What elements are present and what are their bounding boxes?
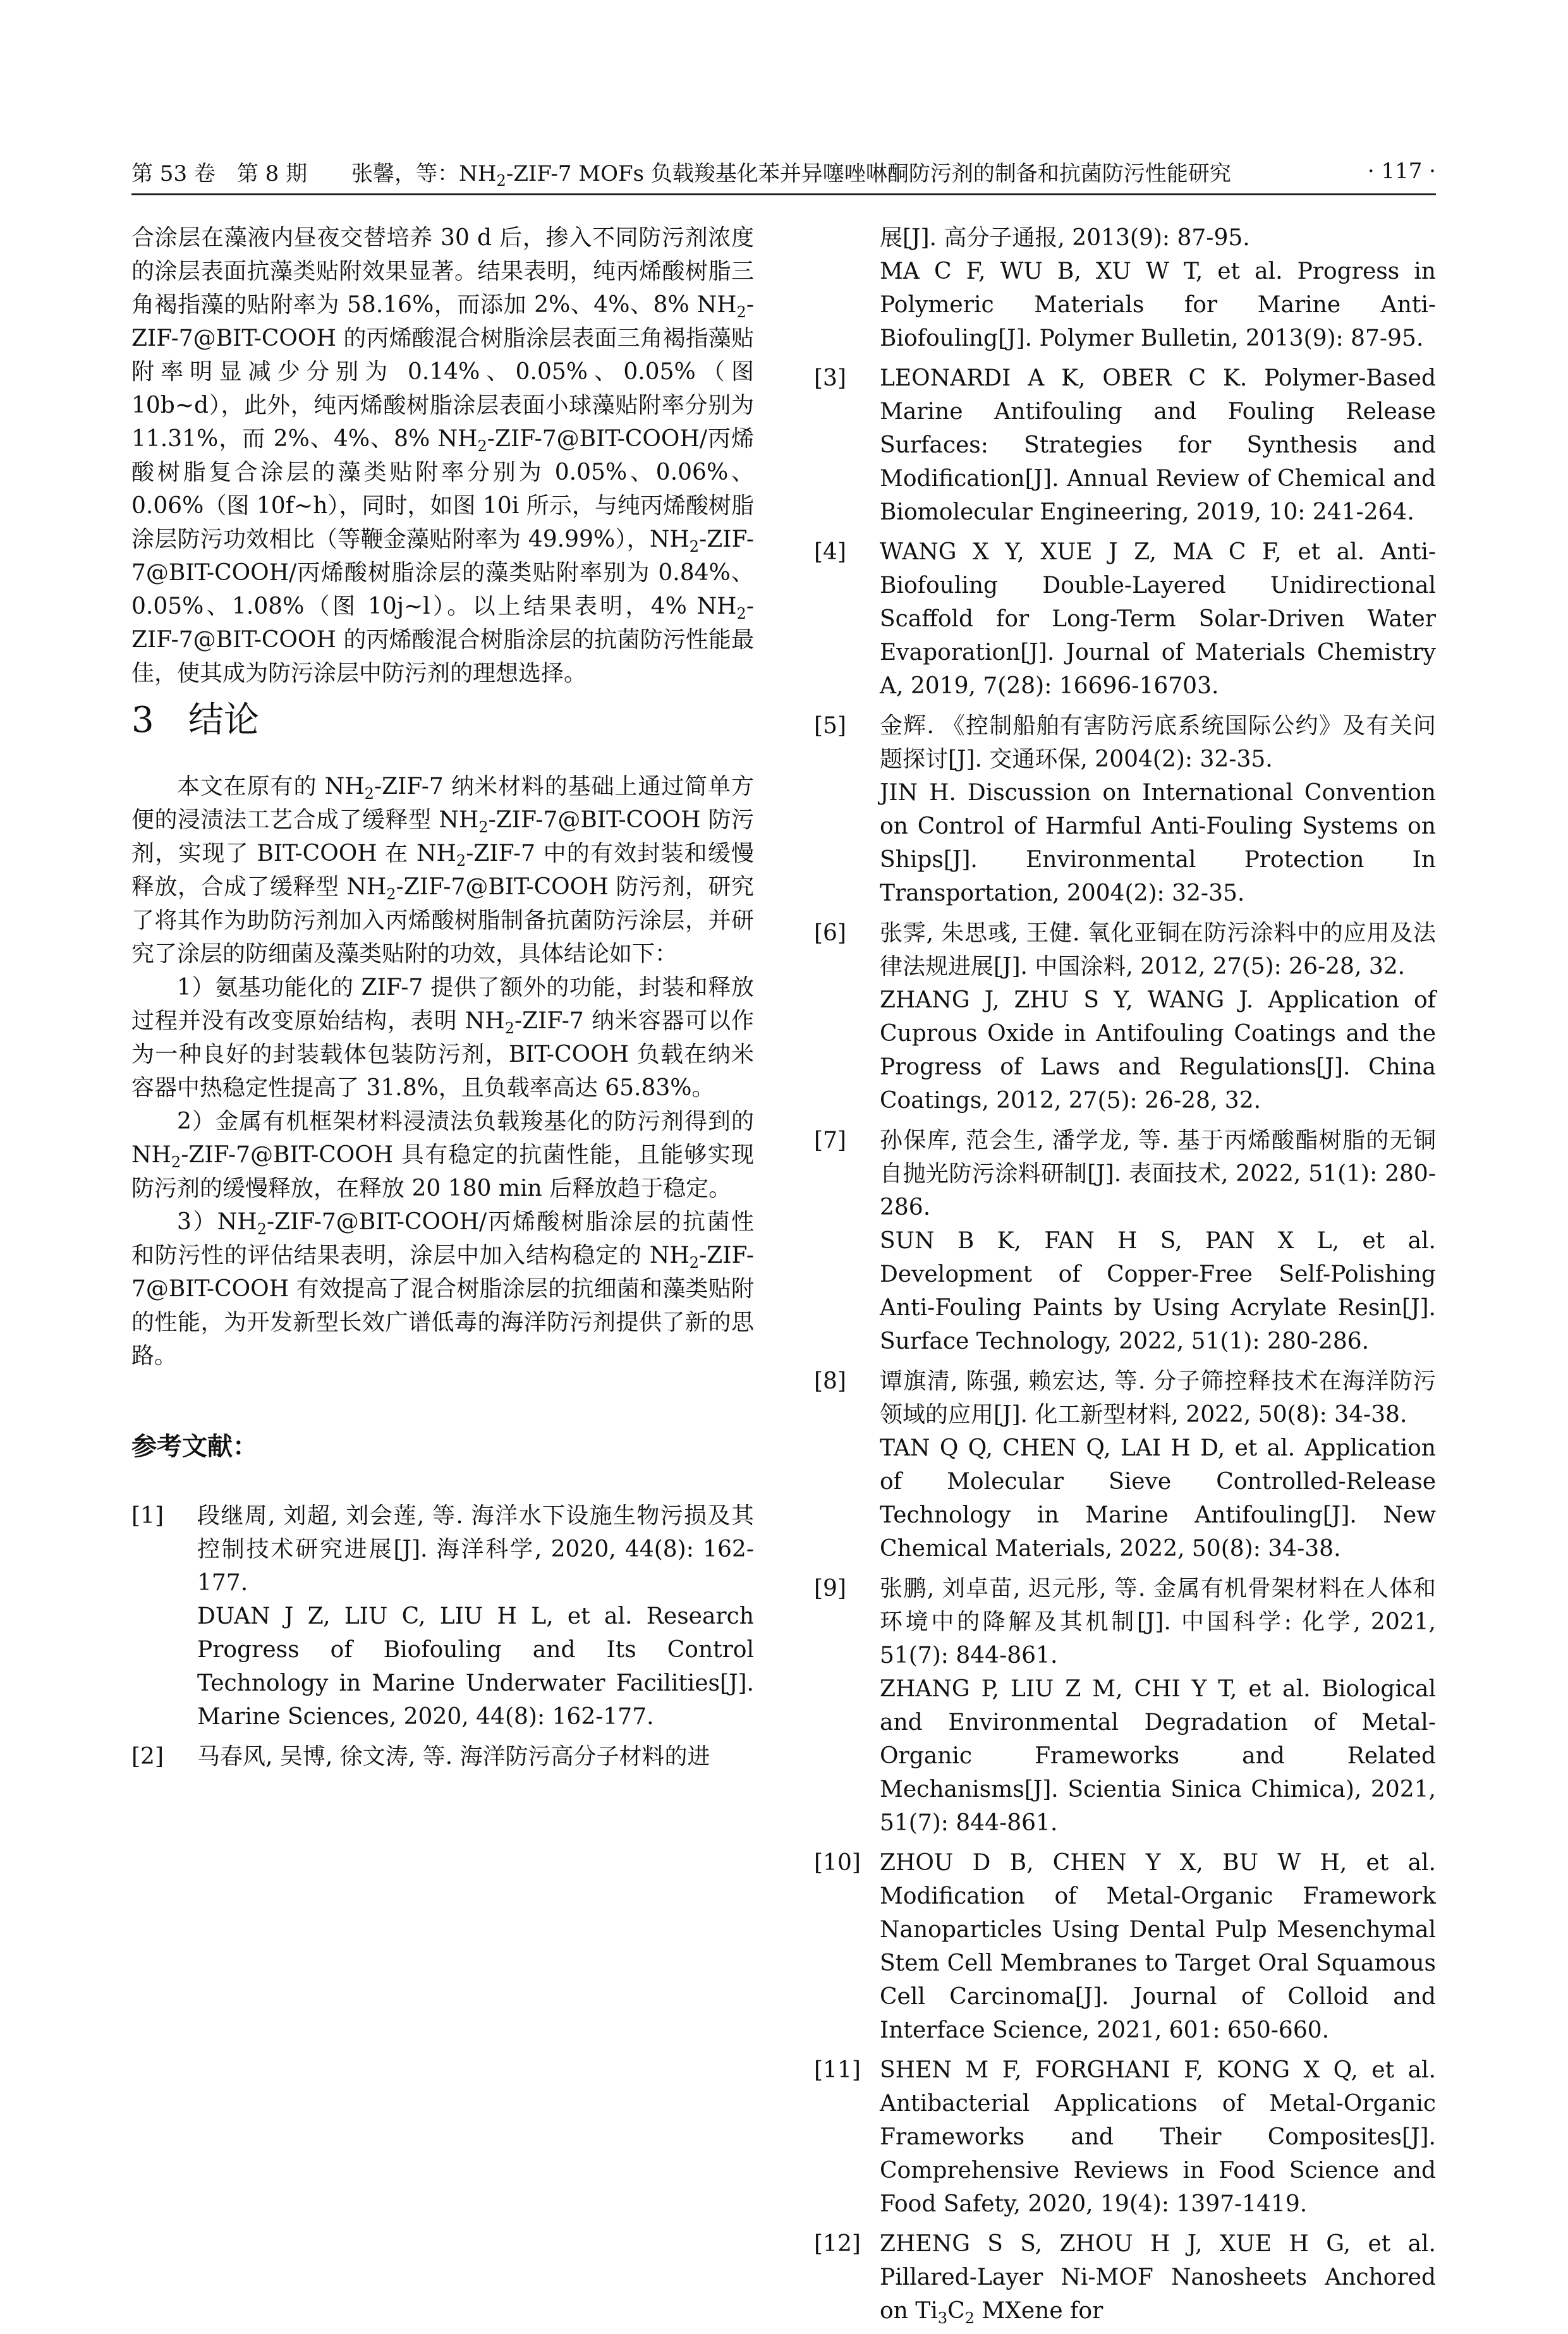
conclusion-point-3: $3)NH_2-ZIF-7@BIT-COOH/$丙烯酸树脂涂层的抗菌性和防污性的评估结果表明，涂层中加入结构稳定的 $NH_2-ZIF-7@BIT$-COOH 有效提高了混合树脂涂层的抗细菌和藻类贴附的性能，为开发新型长效广谱低毒的海洋防污剂提供了新的思路。 <box>131 1209 754 1369</box>
reference-item <box>814 916 1436 1117</box>
reference-entry: TAN Q Q, CHEN Q, LAI H D, et al. Application of Molecular Sieve Controlled-Release Technology in Marine Antifouling[J]. New Chemical Materials, 2022, 50(8): 34-38. <box>880 1435 1436 1562</box>
reference-entry: 金辉. 《控制船舶有害防污底系统国际公约》及有关问题探讨[J]. 交通环保, 2004(2): 32-35. <box>880 713 1436 772</box>
section-number: 3 <box>131 700 154 741</box>
reference-entry: LEONARDI A K, OBER C K. Polymer-Based Marine Antifouling and Fouling Release Surfaces: Strategies for Synthesis and Modification[J]. Annual Review of Chemical and Biomolecular Engineering, 2019, 10: 241-264. <box>880 365 1436 525</box>
reference-entry: 马春风, 吴博, 徐文涛, 等. 海洋防污高分子材料的进 <box>197 1744 710 1770</box>
running-header <box>131 149 1436 195</box>
reference-item <box>814 1365 1436 1565</box>
reference-item <box>814 221 1436 355</box>
section-title: 结论 <box>188 700 259 741</box>
reference-entry: 段继周, 刘超, 刘会莲, 等. 海洋水下设施生物污损及其控制技术研究进展[J]. 海洋科学, 2020, 44(8): 162-177. <box>197 1503 754 1596</box>
reference-label: [7] <box>814 1127 846 1153</box>
reference-list-left <box>131 1499 754 1773</box>
reference-text <box>880 1365 1436 1565</box>
reference-item <box>814 362 1436 529</box>
reference-label: [9] <box>814 1576 846 1602</box>
reference-text <box>197 1740 754 1773</box>
reference-text <box>880 1846 1436 2047</box>
reference-text <box>880 2053 1436 2221</box>
reference-entry: WANG X Y, XUE J Z, MA C F, et al. Anti-Biofouling Double-Layered Unidirectional Scaffold for Long-Term Solar-Driven Water Evaporation[J]. Journal of Materials Chemistry A, 2019, 7(28): 16696-16703. <box>880 539 1436 699</box>
reference-entry: 张鹏, 刘卓苗, 迟元彤, 等. 金属有机骨架材料在人体和环境中的降解及其机制[J]. 中国科学: 化学, 2021, 51(7): 844-861. <box>880 1576 1436 1668</box>
results-paragraph: 合涂层在藻液内昼夜交替培养 30 d 后，掺入不同防污剂浓度的涂层表面抗藻类贴附效果显著。结果表明，纯丙烯酸树脂三角褐指藻的贴附率为 58.16%，而添加 2%、4%、8% $NH_2-ZIF-7@BIT$-COOH 的丙烯酸混合树脂涂层表面三角褐指藻贴附率明显减少分别为 0.14%、0.05%、0.05%（图 10b~d），此外，纯丙烯酸树脂涂层表面小球藻贴附率分别为 11.31%，而 2%、4%、8% $NH_2-ZIF-7@BIT-COOH/$丙烯酸树脂复合涂层的藻类贴附率分别为 0.05%、0.06%、0.06%（图 10f~h），同时，如图 10i 所示，与纯丙烯酸树脂涂层防污功效相比（等鞭金藻贴附率为 49.99%），$NH_2-ZIF-7@BIT-COOH/$丙烯酸树脂涂层的藻类贴附率别为 0.84%、0.05%、1.08%（图 10j~l）。以上结果表明，4% $NH_2-ZIF-7@BIT$-COOH 的丙烯酸混合树脂涂层的抗菌防污性能最佳，使其成为防污涂层中防污剂的理想选择。 <box>131 225 754 686</box>
reference-item <box>814 535 1436 703</box>
reference-entry: ZHANG J, ZHU S Y, WANG J. Application of Cuprous Oxide in Antifouling Coatings and the Progress of Laws and Regulations[J]. China Coatings, 2012, 27(5): 26-28, 32. <box>880 987 1436 1114</box>
reference-label: [3] <box>814 365 846 391</box>
reference-text <box>880 221 1436 355</box>
reference-entry: 展[J]. 高分子通报, 2013(9): 87-95. <box>880 225 1250 251</box>
left-column <box>131 221 754 1780</box>
reference-item <box>131 1499 754 1734</box>
reference-entry: SHEN M F, FORGHANI F, KONG X Q, et al. Antibacterial Applications of Metal-Organic Frameworks and Their Composites[J]. Comprehensive Reviews in Food Science and Food Safety, 2020, 19(4): 1397-1419. <box>880 2057 1436 2217</box>
reference-text <box>880 709 1436 910</box>
references-heading: 参考文献： <box>131 1431 258 1461</box>
reference-item <box>814 2227 1436 2328</box>
reference-entry: DUAN J Z, LIU C, LIU H L, et al. Research Progress of Biofouling and Its Control Technology in Marine Underwater Facilities[J]. Marine Sciences, 2020, 44(8): 162-177. <box>197 1603 754 1730</box>
reference-entry: 孙保库, 范会生, 潘学龙, 等. 基于丙烯酸酯树脂的无铜自抛光防污涂料研制[J]. 表面技术, 2022, 51(1): 280-286. <box>880 1127 1436 1220</box>
conclusion-point-1: 1）氨基功能化的 ZIF-7 提供了额外的功能，封装和释放过程并没有改变原始结构，表明 $NH_2-ZIF-7$ 纳米容器可以作为一种良好的封装载体包装防污剂，BIT-COOH 负载在纳米容器中热稳定性提高了 31.8%，且负载率高达 65.83%。 <box>131 975 754 1101</box>
reference-entry: ZHANG P, LIU Z M, CHI Y T, et al. Biological and Environmental Degradation of Metal-Organic Frameworks and Related Mechanisms[J]. Scientia Sinica Chimica), 2021, 51(7): 844-861. <box>880 1676 1436 1836</box>
reference-entry: 谭旗清, 陈强, 赖宏达, 等. 分子筛控释技术在海洋防污领域的应用[J]. 化工新型材料, 2022, 50(8): 34-38. <box>880 1368 1436 1428</box>
journal-volume-issue: 第 53 卷 第 8 期 <box>131 161 308 186</box>
reference-label <box>814 221 880 355</box>
conclusion-intro-paragraph: 本文在原有的 $NH_2-ZIF-7$ 纳米材料的基础上通过简单方便的浸渍法工艺合成了缓释型 $NH_2-ZIF-7@BIT$-COOH 防污剂，实现了 BIT-COOH 在 $NH_2-ZIF-7$ 中的有效封装和缓慢释放，合成了缓释型 $NH_2-ZIF-7@BIT$-COOH 防污剂，研究了将其作为助防污剂加入丙烯酸树脂制备抗菌防污涂层，并研究了涂层的防细菌及藻类贴附的功效，具体结论如下： <box>131 774 755 967</box>
conclusion-point-2: 2）金属有机框架材料浸渍法负载羧基化的防污剂得到的 $NH_2-ZIF-7@BIT$-COOH 具有稳定的抗菌性能，且能够实现防污剂的缓慢释放，在释放 20 180 min 后释放趋于稳定。 <box>131 1109 754 1201</box>
reference-item <box>814 2053 1436 2221</box>
reference-text <box>880 1124 1436 1358</box>
reference-label: [8] <box>814 1368 846 1394</box>
reference-entry: JIN H. Discussion on International Convention on Control of Harmful Anti-Fouling Systems on Ships[J]. Environmental Protection In Transportation, 2004(2): 32-35. <box>880 780 1436 906</box>
page-number: · 117 · <box>1367 159 1436 184</box>
reference-text <box>880 1572 1436 1840</box>
reference-list-right <box>814 221 1436 2328</box>
reference-item <box>814 1572 1436 1840</box>
reference-text <box>197 1499 754 1734</box>
reference-text <box>880 916 1436 1117</box>
reference-item <box>814 1846 1436 2047</box>
reference-text <box>880 535 1436 703</box>
reference-label: [6] <box>814 920 846 946</box>
reference-item <box>814 1124 1436 1358</box>
reference-label: [5] <box>814 713 846 739</box>
reference-item <box>131 1740 754 1773</box>
reference-entry: 张霁, 朱思彧, 王健. 氧化亚铜在防污涂料中的应用及法律法规进展[J]. 中国涂料, 2012, 27(5): 26-28, 32. <box>880 920 1436 980</box>
reference-text <box>880 2227 1436 2328</box>
reference-text <box>880 362 1436 529</box>
reference-entry: ZHOU D B, CHEN Y X, BU W H, et al. Modification of Metal-Organic Framework Nanoparticles Using Dental Pulp Mesenchymal Stem Cell Membranes to Target Oral Squamous Cell Carcinoma[J]. Journal of Colloid and Interface Science, 2021, 601: 650-660. <box>880 1850 1436 2043</box>
running-title: 张馨，等：$NH_2-ZIF-7$ MOFs 负载羧基化苯并异噻唑啉酮防污剂的制备和抗菌防污性能研究 <box>351 161 1231 190</box>
reference-label: [10] <box>814 1850 861 1876</box>
reference-label: [4] <box>814 539 846 565</box>
reference-label: [1] <box>131 1503 164 1529</box>
reference-entry: SUN B K, FAN H S, PAN X L, et al. Development of Copper-Free Self-Polishing Anti-Fouling Paints by Using Acrylate Resin[J]. Surface Technology, 2022, 51(1): 280-286. <box>880 1228 1436 1354</box>
section-heading-conclusion <box>131 700 754 741</box>
right-column <box>814 221 1436 2334</box>
reference-entry: ZHENG S S, ZHOU H J, XUE H G, et al. Pillared-Layer Ni-MOF Nanosheets Anchored on $Ti_3C_2$ MXene for <box>880 2231 1436 2328</box>
reference-label: [12] <box>814 2231 861 2257</box>
reference-label: [11] <box>814 2057 861 2083</box>
reference-item <box>814 709 1436 910</box>
reference-entry: MA C F, WU B, XU W T, et al. Progress in Polymeric Materials for Marine Anti-Biofouling[J]. Polymer Bulletin, 2013(9): 87-95. <box>880 258 1436 351</box>
reference-label: [2] <box>131 1744 164 1770</box>
